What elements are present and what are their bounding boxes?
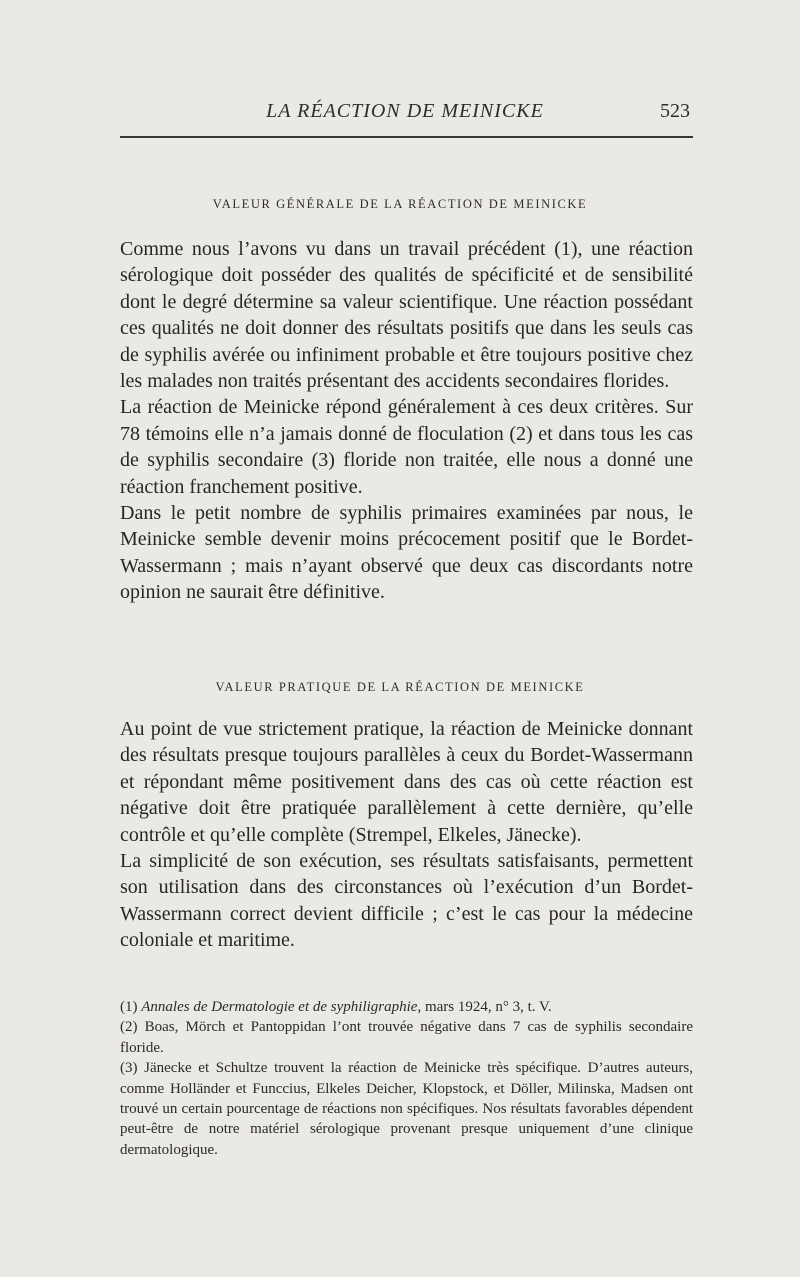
page-number: 523 bbox=[660, 100, 690, 122]
running-head bbox=[120, 100, 690, 130]
section-practical-value-body bbox=[120, 716, 693, 954]
paragraph: Au point de vue strictement pratique, la réaction de Meinicke donnant des résultats presque toujours parallèles à ceux du Bordet-Wassermann et répondant même positivement dans des cas où cette réaction est négative doit être pratiquée parallèlement à cette dernière, qu’elle contrôle et qu’elle complète (Strempel, Elkeles, Jänecke). bbox=[120, 718, 693, 846]
paragraph: La réaction de Meinicke répond généralement à ces deux critères. Sur 78 témoins elle n’a jamais donné de floculation (2) et dans tous les cas de syphilis secondaire (3) floride non traitée, elle nous a donné une réaction franchement positive. bbox=[120, 396, 693, 498]
footnote-journal-title: Annales de Dermatologie et de syphiligraphie, bbox=[141, 999, 422, 1015]
footnote-number: (2) bbox=[120, 1019, 138, 1036]
footnote-3 bbox=[120, 1058, 693, 1160]
footnote-number: (1) bbox=[120, 999, 138, 1015]
paragraph: Comme nous l’avons vu dans un travail précédent (1), une réaction sérologique doit posséder des qualités de spécificité et de sensibilité dont le degré détermine sa valeur scientifique. Une réaction possédant ces qualités ne doit donner des résultats positifs que dans les seuls cas de syphilis avérée ou infiniment probable et être toujours positive chez les malades non traités présentant des accidents secondaires florides. bbox=[120, 238, 693, 393]
section-title-general-value: VALEUR GÉNÉRALE DE LA RÉACTION DE MEINICKE bbox=[212, 197, 588, 211]
footnote-1 bbox=[120, 997, 693, 1017]
header-rule bbox=[120, 136, 693, 138]
footnote-text: Boas, Mörch et Pantoppidan l’ont trouvée négative dans 7 cas de syphilis secondaire floride. bbox=[120, 1019, 694, 1056]
footnotes bbox=[120, 997, 693, 1160]
running-title: LA RÉACTION DE MEINICKE bbox=[266, 100, 544, 122]
paragraph: Dans le petit nombre de syphilis primaires examinées par nous, le Meinicke semble devenir moins précocement positif que le Bordet-Wassermann ; mais n’ayant observé que deux cas discordants notre opinion ne saurait être définitive. bbox=[120, 502, 693, 604]
section-title-practical-value: VALEUR PRATIQUE DE LA RÉACTION DE MEINICKE bbox=[215, 680, 585, 694]
paragraph: La simplicité de son exécution, ses résultats satisfaisants, permettent son utilisation dans des circonstances où l’exécution d’un Bordet-Wassermann correct devient difficile ; c’est le cas pour la médecine coloniale et maritime. bbox=[120, 850, 693, 952]
footnote-text: Jänecke et Schultze trouvent la réaction de Meinicke très spécifique. D’autres auteurs, comme Holländer et Funccius, Elkeles Deicher, Klopstock, et Döller, Milinska, Madsen ont trouvé un certain pourcentage de réactions non spécifiques. Nos résultats favorables dépendent peut-être de notre matériel sérologique provenant presque uniquement d’une clinique dermatologique. bbox=[120, 1060, 693, 1158]
footnote-text: mars 1924, n° 3, t. V. bbox=[424, 999, 552, 1015]
footnote-2 bbox=[120, 1017, 693, 1058]
footnote-number: (3) bbox=[120, 1060, 138, 1077]
section-general-value-body bbox=[120, 236, 693, 606]
